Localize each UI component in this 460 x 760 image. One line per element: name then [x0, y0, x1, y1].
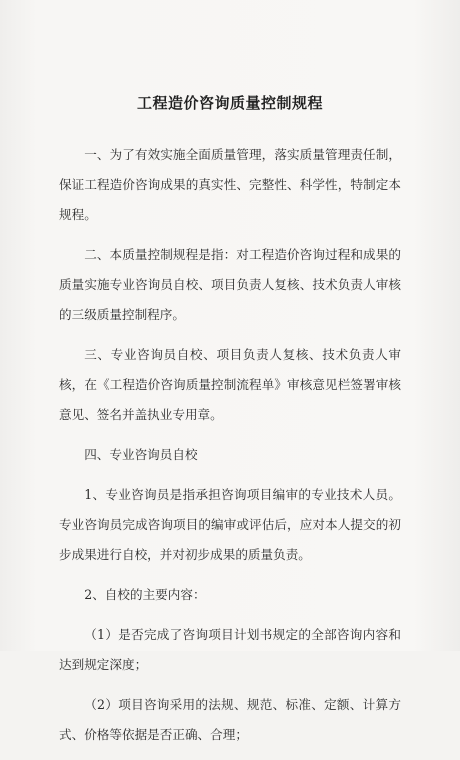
- document-body: [59, 140, 401, 760]
- paragraph-1: 一、为了有效实施全面质量管理，落实质量管理责任制，保证工程造价咨询成果的真实性、完整性、科学性，特制定本规程。: [59, 147, 401, 222]
- paragraph-4-1: 1、专业咨询员是指承担咨询项目编审的专业技术人员。专业咨询员完成咨询项目的编审或评估后，应对本人提交的初步成果进行自校，并对初步成果的质量负责。: [59, 487, 401, 562]
- paragraph-2: 二、本质量控制规程是指：对工程造价咨询过程和成果的质量实施专业咨询员自校、项目负责人复核、技术负责人审核的三级质量控制程序。: [59, 247, 401, 322]
- document-title: 工程造价咨询质量控制规程: [136, 94, 323, 112]
- section-heading-4: 四、专业咨询员自校: [84, 447, 198, 462]
- paragraph-3: 三、专业咨询员自校、项目负责人复核、技术负责人审核，在《工程造价咨询质量控制流程单》审核意见栏签署审核意见、签名并盖执业专用章。: [59, 347, 401, 422]
- paragraph-4-2: 2、自校的主要内容：: [84, 587, 206, 602]
- paragraph-4-2-1: （1）是否完成了咨询项目计划书规定的全部咨询内容和达到规定深度；: [59, 627, 401, 672]
- paragraph-4-2-2: （2）项目咨询采用的法规、规范、标准、定额、计算方式、价格等依据是否正确、合理；: [59, 697, 401, 742]
